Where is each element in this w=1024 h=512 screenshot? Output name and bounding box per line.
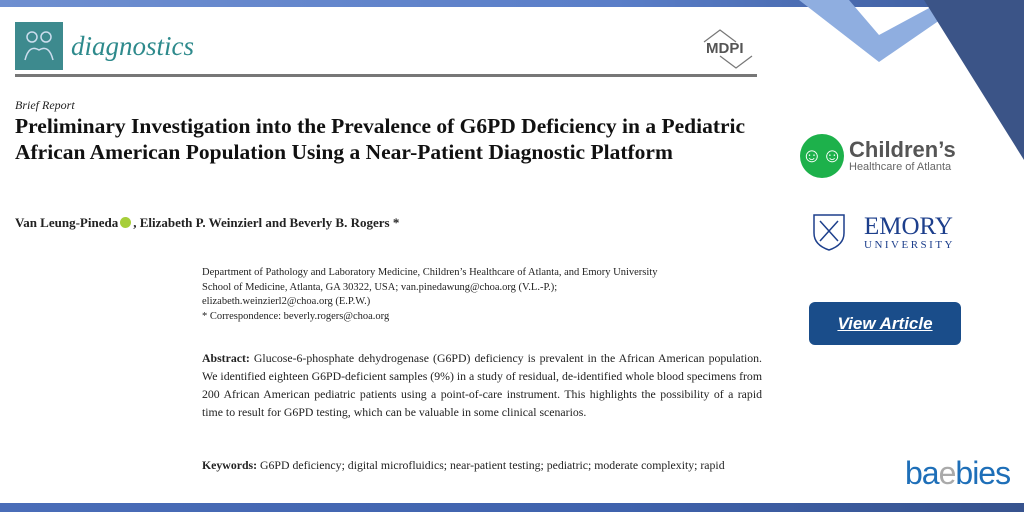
children-icon: ☺☺	[800, 134, 844, 178]
childrens-healthcare-logo: ☺☺ Children’s Healthcare of Atlanta	[800, 134, 956, 178]
view-article-button[interactable]: View Article	[809, 302, 961, 345]
journal-header	[15, 22, 194, 70]
abstract: Abstract: Glucose-6-phosphate dehydrogenase (G6PD) deficiency is prevalent in the African American population. We identified eighteen G6PD-deficient samples (9%) in a study of residual, de-identified whole blood specimens from 200 African American pediatric patients using a point-of-care instrument. This highlights the possibility of a rapid time to result for G6PD testing, which can be valuable in some clinical scenarios.	[202, 351, 763, 419]
affiliations: Department of Pathology and Laboratory Medicine, Children’s Healthcare of Atlanta, and Emory University School of Medicine, Atlanta, GA 30322, USA; van.pinedawung@choa.org (V.L.-P.); elizabeth.weinzierl2@choa.org (E.P.W.) * Correspondence: beverly.rogers@choa.org	[202, 267, 658, 322]
journal-logo-icon	[15, 22, 63, 70]
keywords: Keywords: G6PD deficiency; digital microfluidics; near-patient testing; pediatric; moderate complexity; rapid	[202, 458, 725, 472]
shield-icon	[812, 213, 846, 251]
header-divider	[15, 74, 757, 77]
article-title: Preliminary Investigation into the Prevalence of G6PD Deficiency in a Pediatric African American Population Using a Near-Patient Diagnostic Platform	[15, 114, 746, 164]
author-list: Van Leung-Pineda , Elizabeth P. Weinzierl and Beverly B. Rogers *	[15, 215, 400, 230]
emory-logo: EMORY UNIVERSITY	[812, 213, 955, 251]
journal-name: diagnostics	[71, 30, 195, 61]
bottom-banner-bar	[0, 503, 1024, 512]
mdpi-logo: MDPI	[700, 28, 756, 70]
article-type: Brief Report	[15, 98, 75, 112]
baebies-logo: baebies	[905, 455, 1011, 491]
orcid-icon[interactable]	[120, 217, 131, 228]
